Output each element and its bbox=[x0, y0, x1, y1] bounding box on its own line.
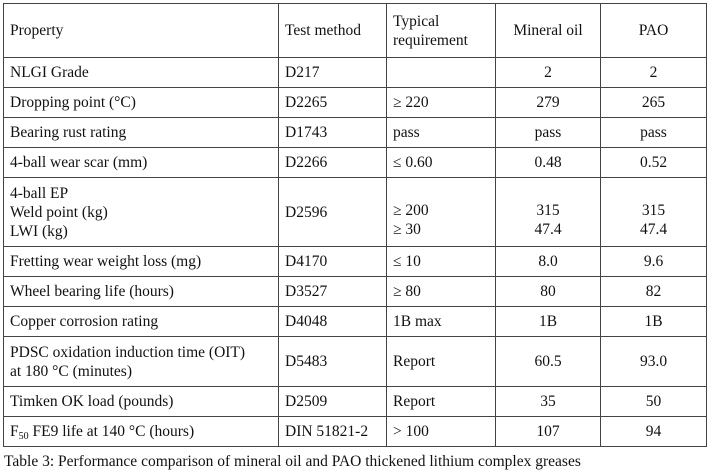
cell-pao bbox=[601, 178, 707, 247]
cell-property: Bearing rust rating bbox=[4, 118, 279, 148]
cell-property-suffix: FE9 life at 140 °C (hours) bbox=[28, 423, 195, 440]
header-typical-line1: Typical bbox=[393, 12, 440, 30]
cell-mineral: 0.48 bbox=[496, 148, 601, 178]
cell-method: D4048 bbox=[279, 307, 387, 337]
cell-pao: 93.0 bbox=[601, 337, 707, 387]
cell-mineral: 1B bbox=[496, 307, 601, 337]
cell-property-line: LWI (kg) bbox=[10, 222, 68, 240]
cell-pao: 82 bbox=[601, 277, 707, 307]
cell-pao: 0.52 bbox=[601, 148, 707, 178]
cell-pao: 265 bbox=[601, 88, 707, 118]
cell-requirement bbox=[387, 58, 496, 88]
cell-property-line: 4-ball EP bbox=[10, 184, 69, 202]
cell-requirement bbox=[387, 178, 496, 247]
table-row bbox=[4, 337, 707, 387]
cell-mineral bbox=[496, 178, 601, 247]
cell-pao: pass bbox=[601, 118, 707, 148]
header-pao: PAO bbox=[601, 4, 707, 58]
cell-pao: 9.6 bbox=[601, 247, 707, 277]
table-row bbox=[4, 277, 707, 307]
header-typical-requirement bbox=[387, 4, 496, 58]
cell-mineral: 80 bbox=[496, 277, 601, 307]
cell-mineral: 35 bbox=[496, 387, 601, 417]
cell-requirement-line: ≥ 30 bbox=[393, 221, 421, 238]
cell-property-line: Weld point (kg) bbox=[10, 203, 108, 221]
cell-mineral: 279 bbox=[496, 88, 601, 118]
cell-property: Copper corrosion rating bbox=[4, 307, 279, 337]
header-test-method: Test method bbox=[279, 4, 387, 58]
cell-pao: 2 bbox=[601, 58, 707, 88]
header-property: Property bbox=[4, 4, 279, 58]
cell-method: D2266 bbox=[279, 148, 387, 178]
cell-requirement: Report bbox=[387, 337, 496, 387]
header-typical-line2: requirement bbox=[393, 31, 468, 49]
table-row bbox=[4, 118, 707, 148]
cell-method: D2509 bbox=[279, 387, 387, 417]
cell-requirement-line: ≥ 200 bbox=[393, 202, 429, 219]
table-row bbox=[4, 417, 707, 447]
cell-property: Timken OK load (pounds) bbox=[4, 387, 279, 417]
cell-property-prefix: F bbox=[10, 423, 19, 440]
table-caption: Table 3: Performance comparison of mineral oil and PAO thickened lithium complex greases bbox=[4, 453, 581, 470]
table-row bbox=[4, 148, 707, 178]
cell-property: Wheel bearing life (hours) bbox=[4, 277, 279, 307]
cell-method: D1743 bbox=[279, 118, 387, 148]
cell-property-subscript: 50 bbox=[18, 431, 29, 442]
table-row bbox=[4, 387, 707, 417]
cell-requirement: ≥ 220 bbox=[387, 88, 496, 118]
cell-method: D217 bbox=[279, 58, 387, 88]
cell-mineral: 107 bbox=[496, 417, 601, 447]
table-row bbox=[4, 247, 707, 277]
cell-requirement: Report bbox=[387, 387, 496, 417]
cell-method: D2265 bbox=[279, 88, 387, 118]
cell-mineral: 8.0 bbox=[496, 247, 601, 277]
cell-requirement: > 100 bbox=[387, 417, 496, 447]
cell-pao: 50 bbox=[601, 387, 707, 417]
cell-pao: 1B bbox=[601, 307, 707, 337]
cell-method: D4170 bbox=[279, 247, 387, 277]
cell-requirement: ≤ 0.60 bbox=[387, 148, 496, 178]
header-mineral-oil: Mineral oil bbox=[496, 4, 601, 58]
cell-method: DIN 51821-2 bbox=[279, 417, 387, 447]
cell-method: D5483 bbox=[279, 337, 387, 387]
cell-mineral: 60.5 bbox=[496, 337, 601, 387]
cell-property-line: PDSC oxidation induction time (OIT) bbox=[10, 343, 246, 361]
cell-requirement: pass bbox=[387, 118, 496, 148]
cell-mineral: 2 bbox=[496, 58, 601, 88]
cell-method: D2596 bbox=[279, 178, 387, 247]
cell-pao-line: 315 bbox=[641, 202, 666, 219]
cell-property: NLGI Grade bbox=[4, 58, 279, 88]
table-row bbox=[4, 58, 707, 88]
cell-mineral-line: 315 bbox=[536, 202, 560, 219]
cell-mineral-line: 47.4 bbox=[534, 221, 562, 238]
cell-method: D3527 bbox=[279, 277, 387, 307]
cell-property bbox=[4, 337, 279, 387]
cell-requirement: ≥ 80 bbox=[387, 277, 496, 307]
cell-property: Fretting wear weight loss (mg) bbox=[4, 247, 279, 277]
table-row bbox=[4, 307, 707, 337]
cell-requirement: 1B max bbox=[387, 307, 496, 337]
table-row bbox=[4, 178, 707, 247]
cell-property bbox=[4, 178, 279, 247]
table-header-row bbox=[4, 4, 707, 58]
cell-property: Dropping point (°C) bbox=[4, 88, 279, 118]
cell-mineral: pass bbox=[496, 118, 601, 148]
cell-property: 4-ball wear scar (mm) bbox=[4, 148, 279, 178]
table-row bbox=[4, 88, 707, 118]
cell-pao: 94 bbox=[601, 417, 707, 447]
cell-property-line: at 180 °C (minutes) bbox=[10, 362, 133, 380]
performance-table bbox=[3, 3, 707, 447]
cell-pao-line: 47.4 bbox=[639, 221, 668, 238]
cell-property bbox=[4, 417, 279, 447]
cell-requirement: ≤ 10 bbox=[387, 247, 496, 277]
